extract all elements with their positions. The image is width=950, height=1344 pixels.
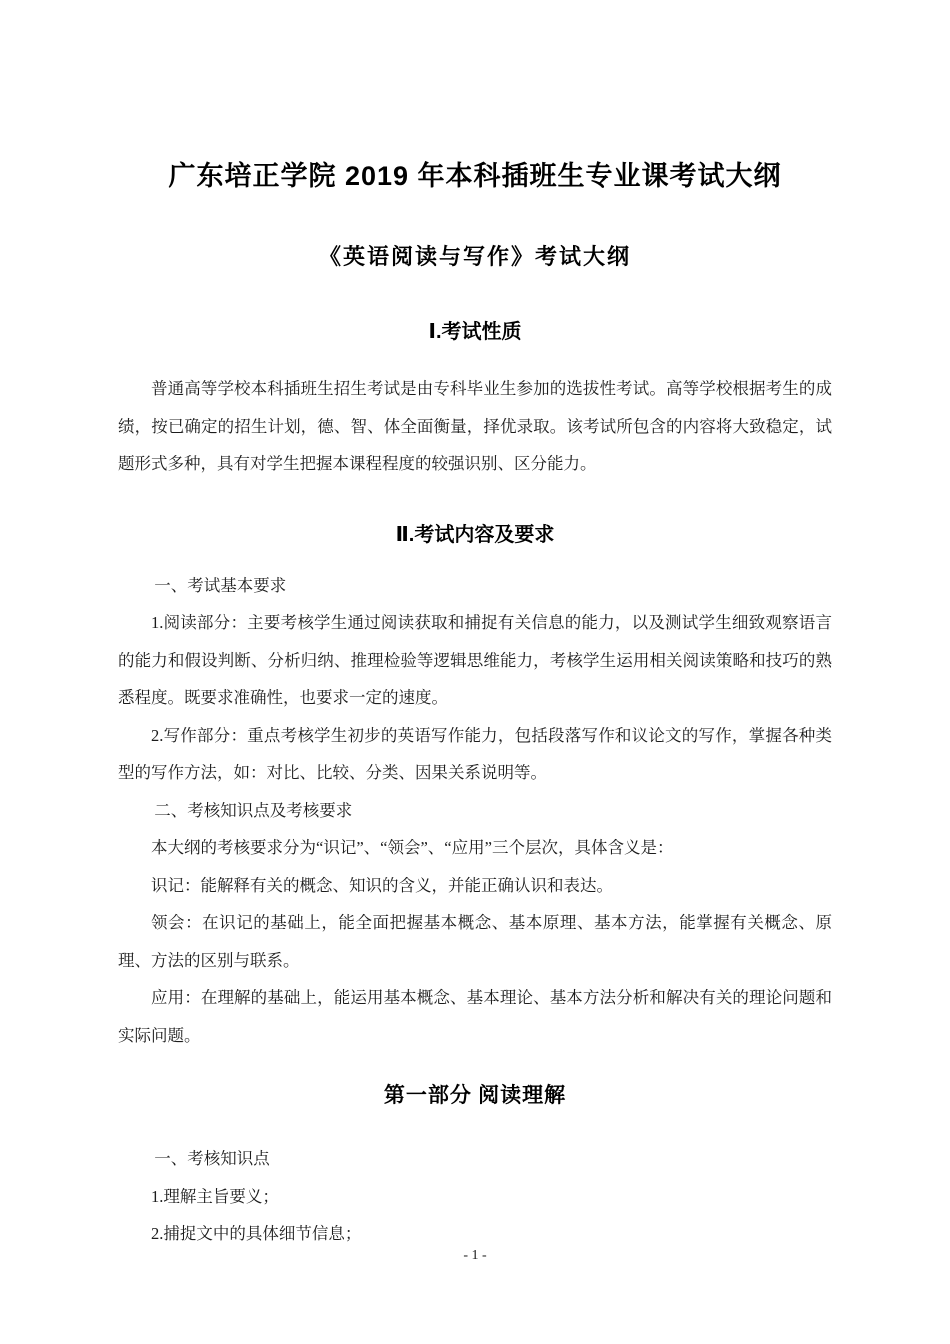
section-heading-exam-nature: Ⅰ.考试性质 (428, 321, 522, 343)
subheading-basic-requirements: 一、考试基本要求 (154, 575, 287, 595)
paragraph-reading-part: 1.阅读部分：主要考核学生通过阅读获取和捕捉有关信息的能力，以及测试学生细致观察语言的能力和假设判断、分析归纳、推理检验等逻辑思维能力，考核学生运用相关阅读策略和技巧的熟悉程度。既要求准确性，也要求一定的速度。 (118, 613, 832, 707)
paragraph-level-comprehend: 领会：在识记的基础上，能全面把握基本概念、基本原理、基本方法，能掌握有关概念、原理、方法的区别与联系。 (118, 913, 832, 970)
paragraph-level-apply: 应用：在理解的基础上，能运用基本概念、基本理论、基本方法分析和解决有关的理论问题和实际问题。 (118, 988, 832, 1045)
subheading-knowledge-points: 一、考核知识点 (154, 1149, 270, 1168)
document-subtitle: 《英语阅读与写作》考试大纲 (318, 244, 631, 269)
list-item-specific-details: 2.捕捉文中的具体细节信息； (151, 1224, 362, 1243)
paragraph-level-memorize: 识记：能解释有关的概念、知识的含义，并能正确认识和表达。 (151, 875, 613, 895)
paragraph-exam-nature: 普通高等学校本科插班生招生考试是由专科毕业生参加的选拔性考试。高等学校根据考生的成绩，按已确定的招生计划，德、智、体全面衡量，择优录取。该考试所包含的内容将大致稳定，试题形式多种，具有对学生把握本课程程度的较强识别、区分能力。 (118, 379, 832, 473)
paragraph-three-levels: 本大纲的考核要求分为“识记”、“领会”、“应用”三个层次，具体含义是： (151, 838, 674, 857)
page-number: - 1 - (463, 1248, 487, 1263)
exam-content-body (118, 567, 832, 1055)
subheading-knowledge-points-requirements: 二、考核知识点及考核要求 (154, 800, 353, 820)
section-heading-exam-content: Ⅱ.考试内容及要求 (395, 523, 555, 546)
part-heading-reading-comprehension: 第一部分 阅读理解 (383, 1083, 567, 1107)
paragraph-writing-part: 2.写作部分：重点考核学生初步的英语写作能力，包括段落写作和议论文的写作，掌握各种类型的写作方法，如：对比、比较、分类、因果关系说明等。 (118, 725, 832, 782)
list-item-main-idea: 1.理解主旨要义； (151, 1186, 279, 1206)
document-title: 广东培正学院 2019 年本科插班生专业课考试大纲 (168, 161, 782, 191)
